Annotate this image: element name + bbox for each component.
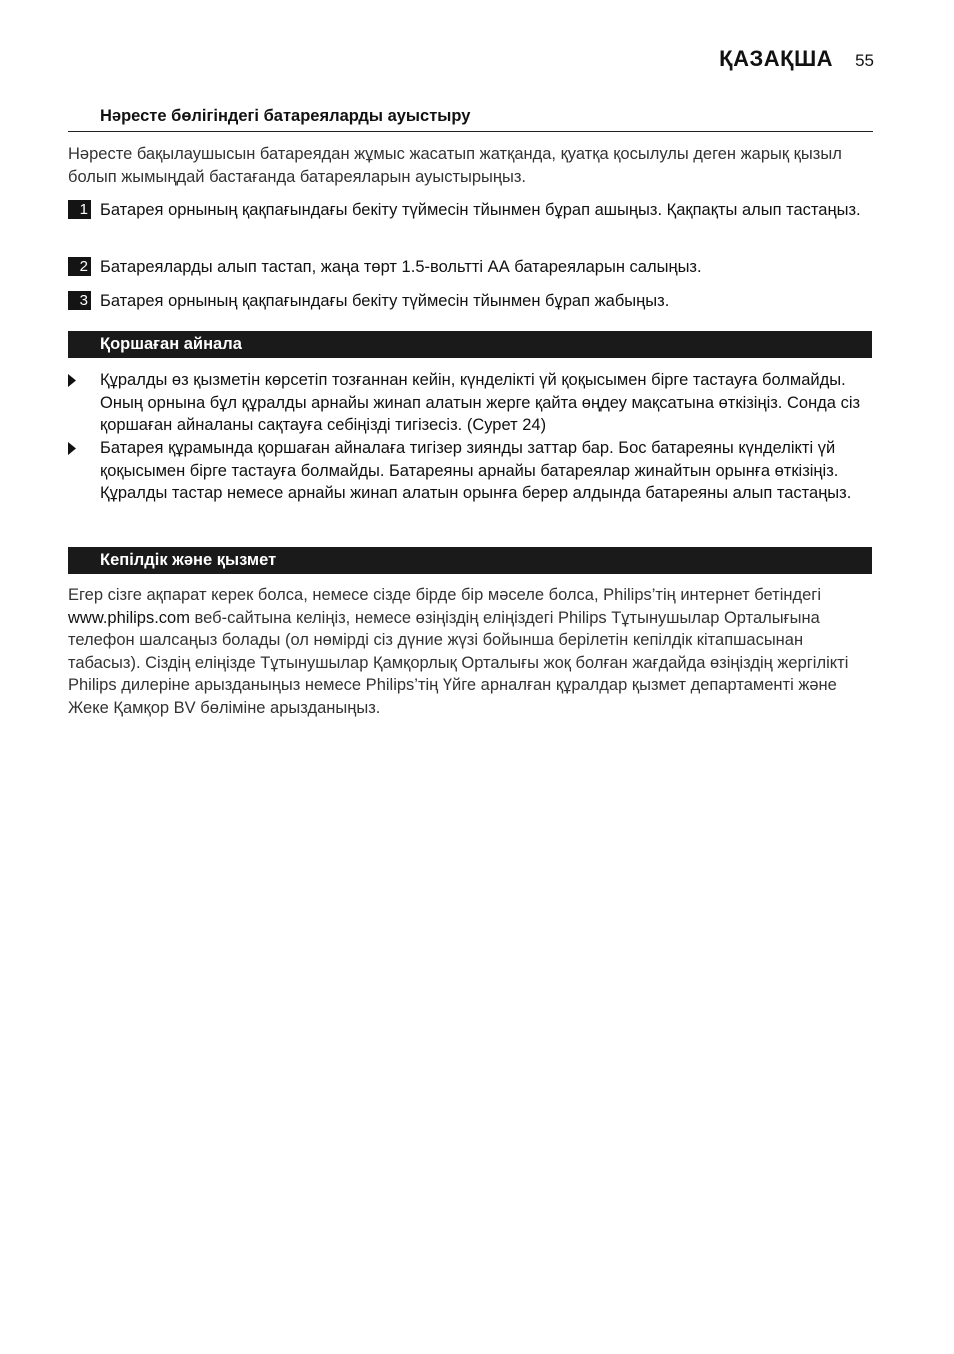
warranty-text-end: веб-сайтына келіңіз, немесе өзіңіздің еліңіздегі Philips Тұтынушылар Орталығына телефон шалсаңыз болады (ол нөмірді сіз дүние жүзі бойынша берілетін кепілдік кітапшасынан табасыз). Сіздің еліңізде Тұтынушылар Қамқорлық Орталығы жоқ болған жағдайда өзіңіздің жергілікті Philips дилеріне арызданыңыз немесе Philips’тің Үйге арналған құралдар қызмет департаменті және Жеке Қамқор BV бөліміне арызданыңыз. (68, 608, 849, 717)
section-divider (68, 131, 873, 132)
page-number: 55 (855, 51, 874, 70)
warranty-text-start: Егер сізге ақпарат керек болса, немесе сізде бірде бір мәселе болса, Philips’тің интернет бетіндегі (68, 586, 821, 604)
bullet-text: Құралды өз қызметін көрсетіп тозғаннан кейін, күнделікті үй қоқысымен бірге тастауға болмайды. Оның орнына бұл құралды арнайы жинап алатын жерге қайта өңдеу мақсатына өткізіңіз. Сонда сіз қоршаған айналаны сақтауға себіңізді тигізесіз. (Сурет 24) (100, 371, 861, 434)
step-number: 3 (68, 291, 91, 310)
section-title-environment: Қоршаған айнала (100, 335, 242, 353)
warranty-paragraph (68, 584, 868, 719)
philips-website-link[interactable]: www.philips.com (68, 608, 190, 627)
step-2 (68, 256, 874, 279)
triangle-right-bullet-icon (68, 369, 100, 437)
page-header (719, 46, 874, 72)
step-text: Батарея орнының қақпағындағы бекіту түймесін тйынмен бұрап ашыңыз. Қақпақты алып тастаңыз. (100, 201, 861, 219)
step-3 (68, 290, 874, 313)
bullet-text: Батарея құрамында қоршаған айналаға тигізер зиянды заттар бар. Бос батареяны күнделікті үй қоқысымен бірге тастауға болмайды. Батареяны арнайы батареялар жинайтын орынға өткізіңіз. Құралды тастар немесе арнайы жинап алатын орынға берер алдында батареяны алып тастаңыз. (100, 439, 852, 502)
language-label: ҚАЗАҚША (719, 46, 834, 71)
bullet-item (68, 437, 874, 505)
bullet-item (68, 369, 874, 437)
step-text: Батареяларды алып тастап, жаңа төрт 1.5-вольтті АА батареяларын салыңыз. (100, 258, 702, 276)
triangle-right-bullet-icon (68, 437, 100, 505)
section-title-warranty: Кепілдік және қызмет (100, 551, 277, 569)
step-number: 2 (68, 257, 91, 276)
section-bar-environment (68, 331, 872, 358)
step-text: Батарея орнының қақпағындағы бекіту түймесін тйынмен бұрап жабыңыз. (100, 292, 670, 310)
step-number: 1 (68, 200, 91, 219)
section-title-battery: Нәресте бөлігіндегі батареяларды ауыстыру (100, 107, 471, 125)
step-1 (68, 199, 874, 222)
section-bar-warranty (68, 547, 872, 574)
battery-intro-paragraph: Нәресте бақылаушысын батареядан жұмыс жасатып жатқанда, қуатқа қосылулы деген жарық қызыл болып жымыңдай бастағанда батареяларын ауыстырыңыз. (68, 145, 842, 186)
